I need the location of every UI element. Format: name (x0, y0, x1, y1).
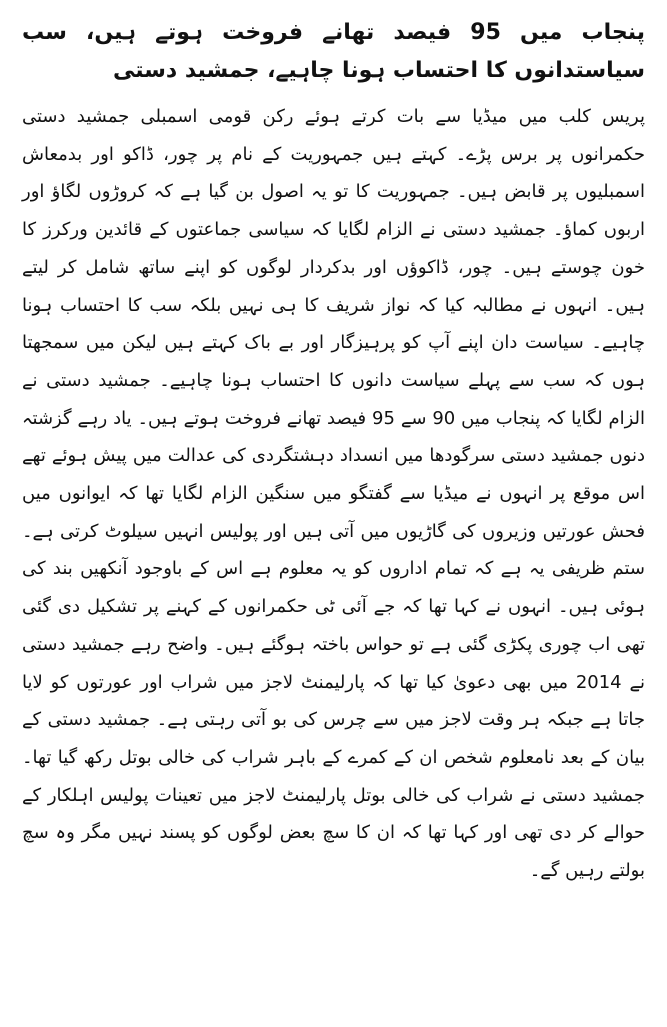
article-body: پریس کلب میں میڈیا سے بات کرتے ہوئے رکن قومی اسمبلی جمشید دستی حکمرانوں پر برس پڑے۔ کہتے ہیں جمہوریت کے نام پر چور، ڈاکو اور بدمعاش اسمبلیوں پر قابض ہیں۔ جمہوریت کا تو یہ اصول بن گیا ہے کہ کروڑوں لگاؤ اور اربوں کماؤ۔ جمشید دستی نے الزام لگایا کہ سیاسی جماعتوں کے قائدین ورکرز کا خون چوستے ہیں۔ چور، ڈاکوؤں اور بدکردار لوگوں کو اپنے ساتھ شامل کر لیتے ہیں۔ انہوں نے مطالبہ کیا کہ نواز شریف کا ہی نہیں بلکہ سب کا احتساب ہونا چاہیے۔ سیاست دان اپنے آپ کو پرہیزگار اور بے باک کہتے ہیں لیکن میں سمجھتا ہوں کہ سب سے پہلے سیاست دانوں کا احتساب ہونا چاہیے۔ جمشید دستی نے الزام لگایا کہ پنجاب میں 90 سے 95 فیصد تھانے فروخت ہوتے ہیں۔ یاد رہے گزشتہ دنوں جمشید دستی سرگودھا میں انسداد دہشتگردی کی عدالت میں پیش ہوئے تھے اس موقع پر انہوں نے میڈیا سے گفتگو میں سنگین الزام لگایا تھا کہ ایوانوں میں فحش عورتیں وزیروں کی گاڑیوں میں آتی ہیں اور پولیس انہیں سیلوٹ کرتی ہے۔ ستم ظریفی یہ ہے کہ تمام اداروں کو یہ معلوم ہے اس کے باوجود آنکھیں بند کی ہوئی ہیں۔ انہوں نے کہا تھا کہ جے آئی ٹی حکمرانوں کے کہنے پر تشکیل دی گئی تھی اب چوری پکڑی گئی ہے تو حواس باختہ ہوگئے ہیں۔ واضح رہے جمشید دستی نے 2014 میں بھی دعویٰ کیا تھا کہ پارلیمنٹ لاجز میں شراب اور عورتوں کو لایا جاتا ہے جبکہ ہر وقت لاجز میں سے چرس کی بو آتی رہتی ہے۔ جمشید دستی کے بیان کے بعد نامعلوم شخص ان کے کمرے کے باہر شراب کی خالی بوتل رکھ گیا تھا۔ جمشید دستی نے شراب کی خالی بوتل پارلیمنٹ لاجز میں تعینات پولیس اہلکار کے حوالے کر دی تھی اور کہا تھا کہ ان کا سچ بعض لوگوں کو پسند نہیں مگر وہ سچ بولتے رہیں گے۔ (22, 106, 646, 882)
article-headline: پنجاب میں 95 فیصد تھانے فروخت ہوتے ہیں، سب سیاستدانوں کا احتساب ہونا چاہیے، جمشید دستی (22, 20, 645, 83)
